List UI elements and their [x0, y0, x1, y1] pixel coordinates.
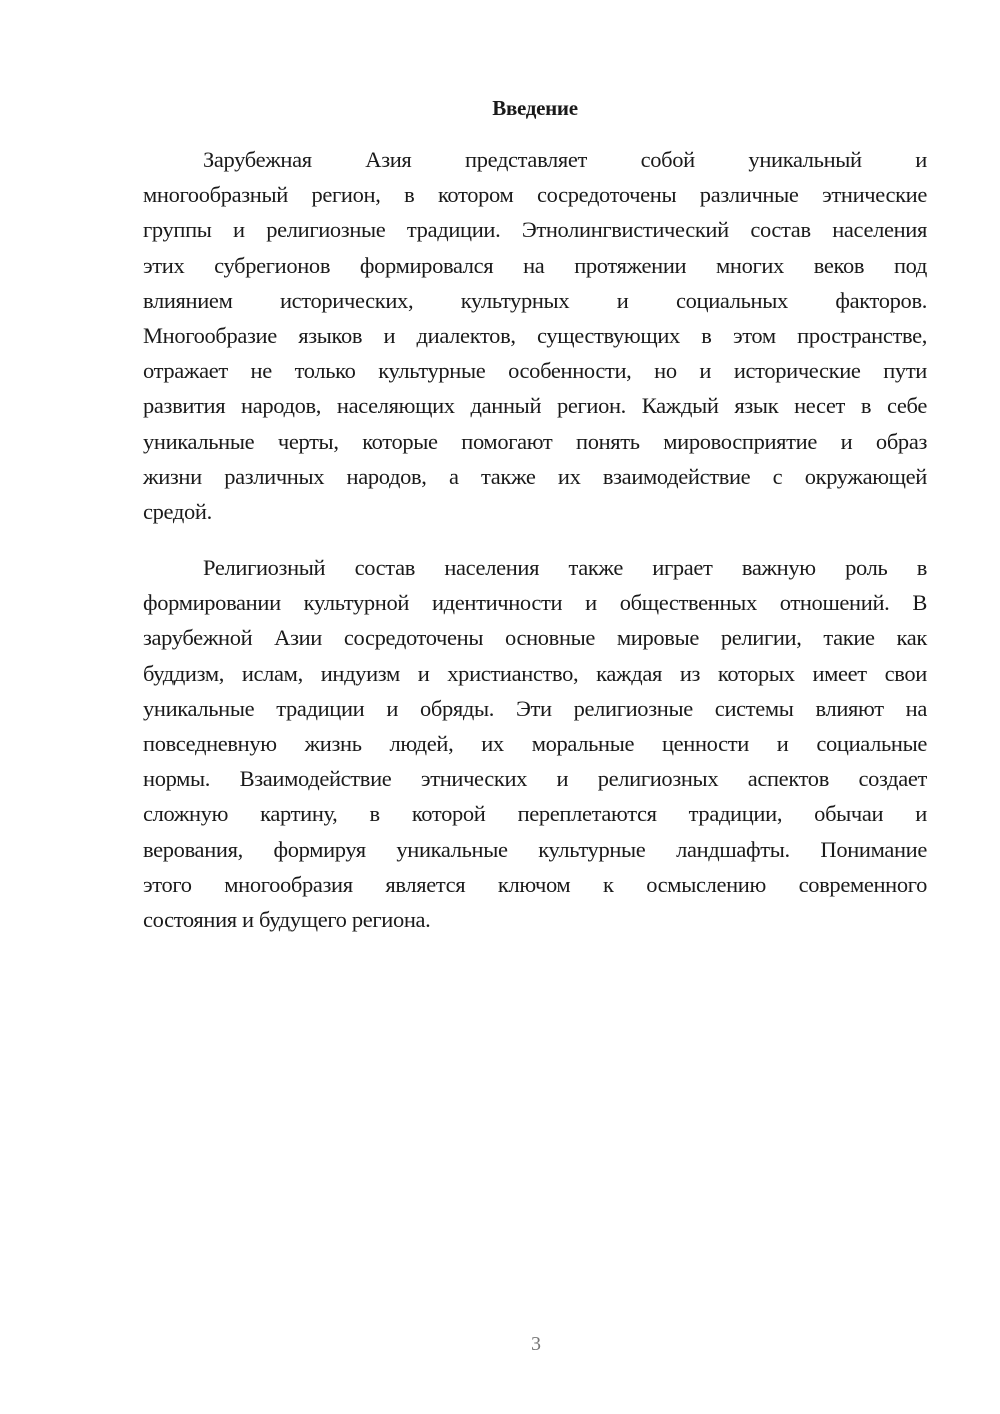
paragraph-1 [143, 142, 927, 529]
text-line: Многообразие языков и диалектов, существующих в этом пространстве, [143, 322, 927, 348]
text-line: уникальные черты, которые помогают понять мировосприятие и образ [143, 428, 927, 454]
text-line: развития народов, населяющих данный регион. Каждый язык несет в себе [143, 393, 927, 419]
text-line: сложную картину, в которой переплетаются традиции, обычаи и [143, 801, 927, 827]
text-line: многообразный регион, в котором сосредоточены различные этнические [143, 182, 927, 208]
text-line: нормы. Взаимодействие этнических и религиозных аспектов создает [143, 766, 927, 792]
text-line: состояния и будущего региона. [143, 906, 431, 932]
text-line: этого многообразия является ключом к осмыслению современного [143, 871, 927, 897]
paragraph-2 [143, 550, 927, 937]
page-number: 3 [531, 1333, 541, 1355]
text-line: формировании культурной идентичности и общественных отношений. В [143, 590, 927, 616]
text-line: влиянием исторических, культурных и социальных факторов. [143, 287, 927, 313]
text-line: верования, формируя уникальные культурные ландшафты. Понимание [143, 836, 927, 862]
text-line: повседневную жизнь людей, их моральные ценности и социальные [143, 730, 927, 756]
text-line: Зарубежная Азия представляет собой уникальный и [203, 147, 927, 172]
text-line: средой. [143, 498, 212, 524]
text-line: жизни различных народов, а также их взаимодействие с окружающей [143, 463, 927, 489]
section-heading: Введение [492, 96, 578, 120]
text-line: группы и религиозные традиции. Этнолингвистический состав населения [143, 217, 927, 243]
text-line: этих субрегионов формировался на протяжении многих веков под [143, 252, 927, 278]
text-line: Религиозный состав населения также играет важную роль в [203, 555, 927, 580]
text-line: зарубежной Азии сосредоточены основные мировые религии, такие как [143, 625, 927, 651]
text-line: буддизм, ислам, индуизм и христианство, каждая из которых имеет свои [143, 660, 927, 686]
text-line: отражает не только культурные особенности, но и исторические пути [143, 358, 927, 384]
text-line: уникальные традиции и обряды. Эти религиозные системы влияют на [143, 695, 927, 721]
